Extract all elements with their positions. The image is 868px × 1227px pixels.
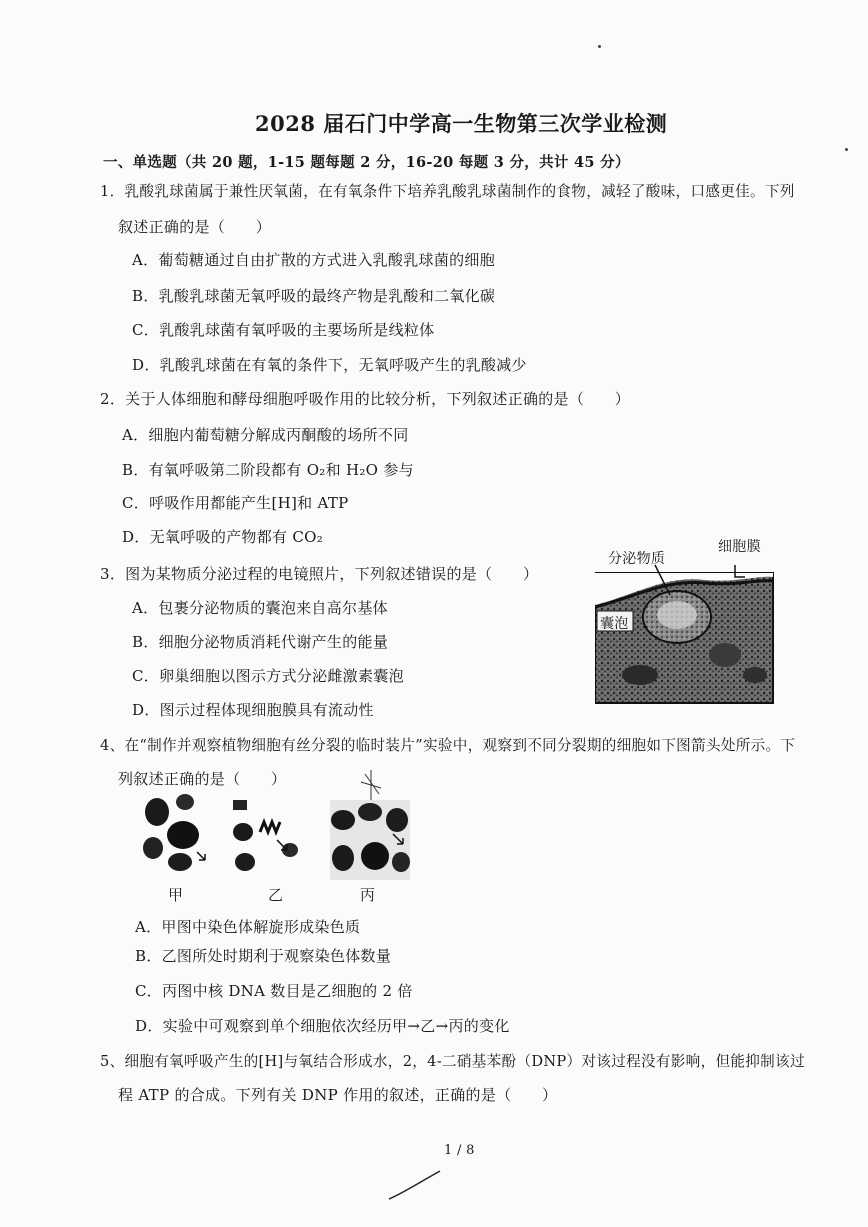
q1-option-b: B．乳酸乳球菌无氧呼吸的最终产物是乳酸和二氧化碳	[132, 287, 496, 305]
q4-stem-line2: 列叙述正确的是（ ）	[118, 770, 287, 788]
label-jia: 甲	[168, 886, 184, 904]
q1-option-a: A．葡萄糖通过自由扩散的方式进入乳酸乳球菌的细胞	[132, 251, 496, 269]
section-header: 一、单选题（共 20 题，1-15 题每题 2 分，16-20 每题 3 分，共计 45 分）	[103, 154, 630, 171]
q3-option-a: A．包裹分泌物质的囊泡来自高尔基体	[132, 599, 388, 617]
q2-option-a: A．细胞内葡萄糖分解成丙酮酸的场所不同	[122, 426, 409, 444]
q3-option-b: B．细胞分泌物质消耗代谢产生的能量	[132, 633, 389, 651]
scan-speck	[598, 45, 601, 48]
label-bing: 丙	[360, 886, 376, 904]
q3-stem: 3．图为某物质分泌过程的电镜照片，下列叙述错误的是（ ）	[100, 565, 539, 583]
q3-option-d: D．图示过程体现细胞膜具有流动性	[132, 701, 374, 719]
q2-option-d: D．无氧呼吸的产物都有 CO₂	[122, 528, 324, 546]
label-vesicle: 囊泡	[600, 616, 629, 632]
mitosis-image	[135, 770, 420, 888]
q4-option-a: A．甲图中染色体解旋形成染色质	[135, 918, 361, 936]
q3-option-c: C．卵巢细胞以图示方式分泌雌激素囊泡	[132, 667, 404, 685]
q1-option-d: D．乳酸乳球菌在有氧的条件下，无氧呼吸产生的乳酸减少	[132, 356, 527, 374]
q2-option-c: C．呼吸作用都能产生[H]和 ATP	[122, 494, 349, 512]
page-title: 2028 届石门中学高一生物第三次学业检测	[255, 111, 668, 136]
label-membrane: 细胞膜	[718, 539, 761, 555]
q4-stem-line1: 4、在“制作并观察植物细胞有丝分裂的临时装片”实验中，观察到不同分裂期的细胞如下图箭头处所示。下	[100, 737, 796, 754]
label-yi: 乙	[268, 886, 284, 904]
scan-speck	[845, 148, 848, 151]
mitosis-micrographs	[135, 770, 420, 888]
q2-stem: 2．关于人体细胞和酵母细胞呼吸作用的比较分析，下列叙述正确的是（ ）	[100, 390, 631, 408]
q4-option-b: B．乙图所处时期利于观察染色体数量	[135, 947, 392, 965]
pen-stroke-mark	[385, 1165, 445, 1205]
q4-option-d: D．实验中可观察到单个细胞依次经历甲→乙→丙的变化	[135, 1017, 510, 1035]
q1-stem-line1: 1．乳酸乳球菌属于兼性厌氧菌，在有氧条件下培养乳酸乳球菌制作的食物，减轻了酸味，口感更佳。下列	[100, 183, 795, 200]
label-secretion: 分泌物质	[608, 551, 666, 567]
q1-option-c: C．乳酸乳球菌有氧呼吸的主要场所是线粒体	[132, 321, 435, 339]
q1-stem-line2: 叙述正确的是（ ）	[118, 218, 272, 236]
q5-stem-line2: 程 ATP 的合成。下列有关 DNP 作用的叙述，正确的是（ ）	[118, 1086, 558, 1104]
q4-option-c: C．丙图中核 DNA 数目是乙细胞的 2 倍	[135, 982, 413, 1000]
q2-option-b: B．有氧呼吸第二阶段都有 O₂和 H₂O 参与	[122, 461, 414, 479]
q5-stem-line1: 5、细胞有氧呼吸产生的[H]与氧结合形成水，2，4-二硝基苯酚（DNP）对该过程没有影响，但能抑制该过	[100, 1053, 805, 1070]
page-number: 1 / 8	[444, 1143, 475, 1158]
